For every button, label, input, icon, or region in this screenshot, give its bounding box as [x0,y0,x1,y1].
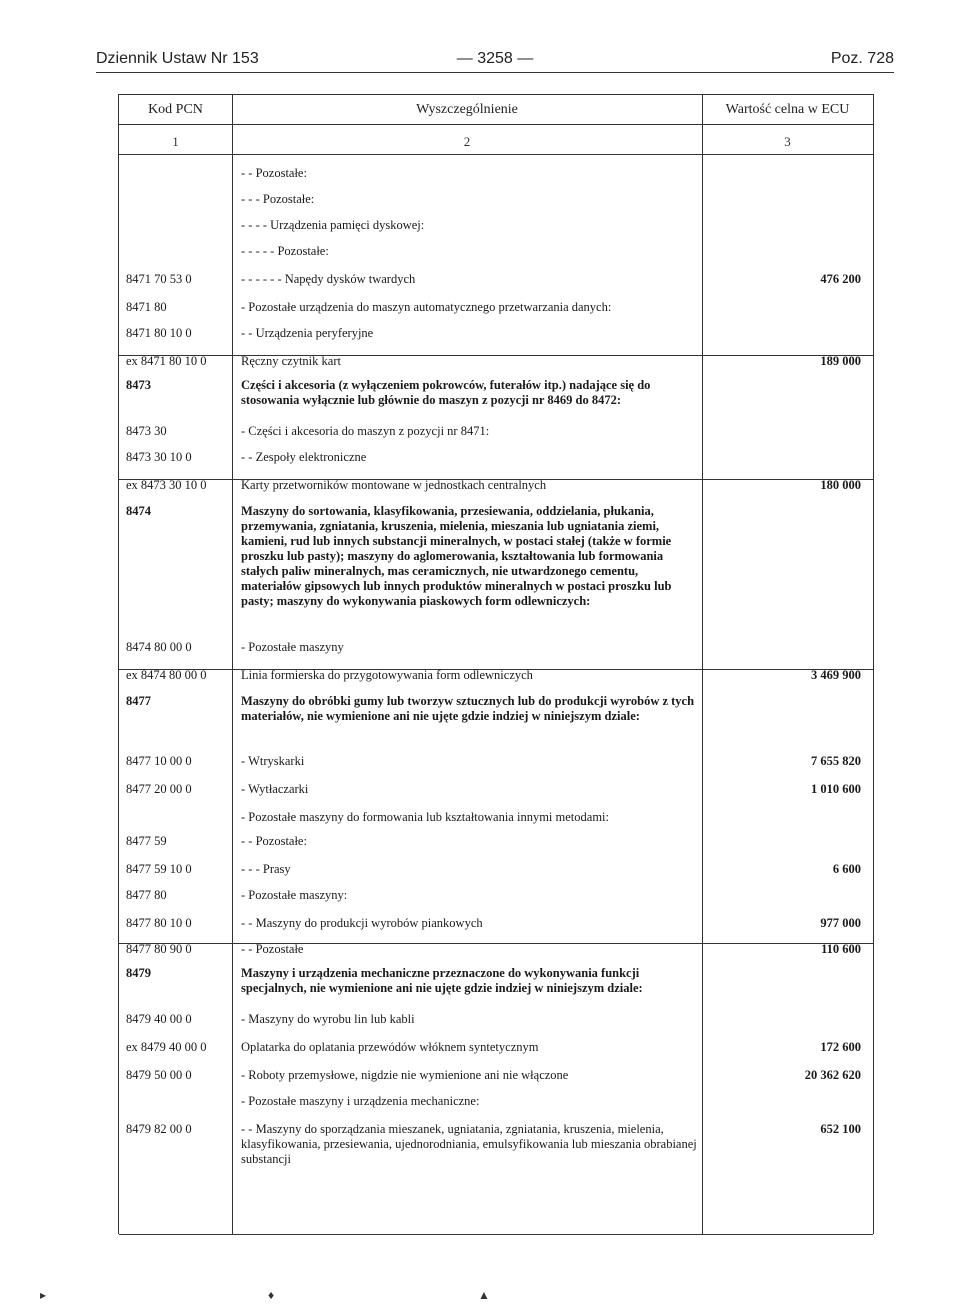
item-description [241,450,701,465]
item-description [241,810,701,825]
pcn-code: 8474 80 00 0 [126,640,192,654]
indent-dashes: - - - [241,192,263,206]
description-text: Zespoły elektroniczne [255,450,367,464]
pcn-code: ex 8473 30 10 0 [126,478,207,492]
customs-value: 189 000 [820,354,861,368]
item-description [241,754,701,769]
indent-dashes: - - [241,1122,256,1136]
column-divider-2 [702,94,703,1234]
customs-value: 652 100 [820,1122,861,1136]
description-text: Pozostałe maszyny [248,640,344,654]
pcn-code: 8477 59 [126,834,167,848]
table-row [119,478,873,492]
description-text: Części i akcesoria do maszyn z pozycji nr 8471: [248,424,490,438]
pcn-code: 8473 [126,378,151,392]
customs-value: 1 010 600 [811,782,861,796]
customs-value: 6 600 [832,862,861,876]
item-description [241,354,701,369]
indent-dashes: - - - [241,862,263,876]
column-number-1: 1 [172,134,179,149]
table-row [119,942,873,956]
description-text: Maszyny do obróbki gumy lub tworzyw sztucznych lub do produkcji wyrobów z tych materiałów, nie wymienione ani nie ujęte gdzie indziej w niniejszym dziale: [241,694,695,723]
item-description [241,192,701,207]
description-text: Wtryskarki [248,754,305,768]
description-text: Maszyny i urządzenia mechaniczne przeznaczone do wykonywania funkcji specjalnych, nie wymienione ani nie ujęte gdzie indziej w niniejszym dziale: [241,966,643,995]
item-description [241,1094,701,1109]
item-description [241,1122,701,1167]
item-description [241,1040,701,1055]
description-text: Urządzenia pamięci dyskowej: [270,218,425,232]
pcn-code: 8477 [126,694,151,708]
scan-mark: ▸ [40,1288,47,1302]
customs-value: 7 655 820 [811,754,861,768]
description-text: Pozostałe [255,942,304,956]
item-description [241,888,701,903]
description-text: Części i akcesoria (z wyłączeniem pokrowców, futerałów itp.) nadające się do stosowania wyłącznie lub głównie do maszyn z pozycji nr 8469 do 8472: [241,378,651,407]
indent-dashes: - - [241,942,256,956]
item-description [241,504,701,609]
item-description [241,478,701,493]
item-description [241,166,701,181]
pcn-code: 8477 80 [126,888,167,902]
item-description [241,326,701,341]
pcn-code: 8477 80 90 0 [126,942,192,956]
item-description [241,1068,701,1083]
scan-mark: ♦ [268,1288,275,1302]
item-description [241,378,701,408]
item-description [241,782,701,797]
position-number: Poz. 728 [830,50,894,67]
description-text: Karty przetworników montowane w jednostkach centralnych [241,478,547,492]
description-text: Maszyny do wyrobu lin lub kabli [248,1012,415,1026]
column-header-description: Wyszczególnienie [416,102,518,117]
pcn-code: 8471 80 [126,300,167,314]
item-description [241,862,701,877]
item-description [241,834,701,849]
customs-value: 977 000 [820,916,861,930]
customs-value: 476 200 [820,272,861,286]
pcn-code: 8479 40 00 0 [126,1012,192,1026]
item-description [241,300,701,315]
indent-dashes: - - [241,834,256,848]
description-text: Oplatarka do oplatania przewódów włóknem syntetycznym [241,1040,539,1054]
indent-dashes: - - [241,916,256,930]
item-description [241,694,701,724]
item-description [241,424,701,439]
description-text: Pozostałe urządzenia do maszyn automatycznego przetwarzania danych: [248,300,612,314]
table-row [119,354,873,368]
table-bottom-border [119,1234,873,1235]
indent-dashes: - [241,754,249,768]
customs-value: 172 600 [820,1040,861,1054]
customs-value: 180 000 [820,478,861,492]
item-description [241,668,701,683]
description-text: Wytłaczarki [248,782,309,796]
description-text: Pozostałe maszyny do formowania lub kształtowania innymi metodami: [248,810,609,824]
indent-dashes: - [241,1094,249,1108]
pcn-code: 8471 70 53 0 [126,272,192,286]
item-description [241,218,701,233]
indent-dashes: - - - - - [241,244,278,258]
pcn-code: ex 8471 80 10 0 [126,354,207,368]
journal-title: Dziennik Ustaw Nr 153 [96,50,259,67]
description-text: Prasy [262,862,291,876]
indent-dashes: - [241,1012,249,1026]
pcn-code: 8479 50 00 0 [126,1068,192,1082]
description-text: Pozostałe maszyny i urządzenia mechaniczne: [248,1094,480,1108]
description-text: Maszyny do produkcji wyrobów piankowych [255,916,483,930]
indent-dashes: - [241,424,249,438]
column-header-value: Wartość celna w ECU [725,102,850,117]
header-rule [96,72,894,73]
pcn-code: 8474 [126,504,151,518]
pcn-code: 8473 30 [126,424,167,438]
pcn-code: 8479 82 00 0 [126,1122,192,1136]
description-text: Ręczny czytnik kart [241,354,341,368]
description-text: Linia formierska do przygotowywania form odlewniczych [241,668,533,682]
indent-dashes: - [241,1068,249,1082]
column-number-3: 3 [784,134,791,149]
pcn-code: 8477 59 10 0 [126,862,192,876]
pcn-code: 8477 80 10 0 [126,916,192,930]
description-text: Pozostałe: [262,192,315,206]
customs-value: 110 600 [821,942,861,956]
description-text: Maszyny do sporządzania mieszanek, ugniatania, zgniatania, kruszenia, mielenia, klasyfikowania, przesiewania, ujednorodniania, emulsyfikowania lub mieszania obrabianej substancji [241,1122,697,1166]
description-text: Pozostałe: [277,244,329,258]
table-row [119,668,873,682]
item-description [241,244,701,259]
indent-dashes: - [241,810,249,824]
indent-dashes: - - - - - - [241,272,285,286]
item-description [241,916,701,931]
description-text: Napędy dysków twardych [284,272,416,286]
column-number-2: 2 [463,134,471,149]
description-text: Pozostałe maszyny: [248,888,348,902]
column-header-code: Kod PCN [148,102,203,117]
description-text: Pozostałe: [255,834,307,848]
description-text: Roboty przemysłowe, nigdzie nie wymienione ani nie włączone [248,1068,569,1082]
tariff-table [118,94,874,1234]
indent-dashes: - - [241,166,256,180]
item-description [241,966,701,996]
indent-dashes: - - [241,450,256,464]
item-description [241,1012,701,1027]
indent-dashes: - [241,300,249,314]
pcn-code: ex 8474 80 00 0 [126,668,207,682]
customs-value: 20 362 620 [804,1068,861,1082]
item-description [241,640,701,655]
pcn-code: 8477 10 00 0 [126,754,192,768]
indent-dashes: - [241,782,249,796]
indent-dashes: - - [241,326,256,340]
description-text: Urządzenia peryferyjne [255,326,374,340]
description-text: Maszyny do sortowania, klasyfikowania, przesiewania, oddzielania, płukania, przemywania, zgniatania, kruszenia, mielenia, mieszania lub ugniatania ziemi, kamieni, rud lub innych substancji mineralnych, w postaci stałej (także w formie proszku lub pasty); maszyny do aglomerowania, kształtowania lub formowania stałych paliw mineralnych, mas ceramicznych, nie utwardzonego cementu, materiałów gipsowych lub innych produktów mineralnych w postaci proszku lub pasty; maszyny do wykonywania piaskowych form odlewniczych: [241,504,672,608]
scan-mark: ▲ [478,1288,490,1302]
item-description [241,272,701,287]
indent-dashes: - - - - [241,218,271,232]
column-divider-1 [232,94,233,1234]
pcn-code: 8479 [126,966,151,980]
description-text: Pozostałe: [255,166,307,180]
pcn-code: 8471 80 10 0 [126,326,192,340]
indent-dashes: - [241,640,249,654]
customs-value: 3 469 900 [811,668,861,682]
item-description [241,942,701,957]
indent-dashes: - [241,888,249,902]
pcn-code: 8473 30 10 0 [126,450,192,464]
pcn-code: ex 8479 40 00 0 [126,1040,207,1054]
pcn-code: 8477 20 00 0 [126,782,192,796]
page-number: — 3258 — [456,50,534,67]
